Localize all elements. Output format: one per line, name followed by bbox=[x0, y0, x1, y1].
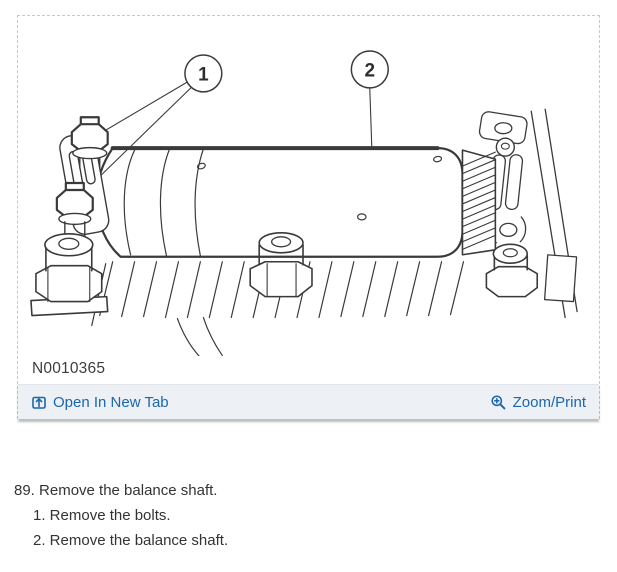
balance-shaft-diagram bbox=[18, 16, 599, 356]
zoom-print-link[interactable] bbox=[490, 394, 586, 411]
substep-2: 2. Remove the balance shaft. bbox=[33, 532, 229, 549]
callout-1 bbox=[185, 55, 222, 92]
open-in-new-tab-label: Open In New Tab bbox=[53, 393, 169, 411]
mounting-stud-middle bbox=[250, 233, 312, 297]
figure-image-area bbox=[18, 16, 599, 384]
figure-id-label: N0010365 bbox=[32, 360, 106, 377]
zoom-magnifier-icon bbox=[490, 394, 507, 411]
zoom-print-label: Zoom/Print bbox=[512, 393, 586, 411]
figure-toolbar bbox=[18, 384, 599, 419]
mounting-stud-right bbox=[486, 244, 537, 296]
callout-1-number: 1 bbox=[198, 64, 209, 86]
substep-1: 1. Remove the bolts. bbox=[33, 507, 171, 524]
procedure-steps bbox=[14, 478, 228, 553]
callout-2-number: 2 bbox=[364, 60, 376, 82]
callout-2 bbox=[351, 51, 388, 88]
step-main: 89. Remove the balance shaft. bbox=[14, 482, 218, 499]
open-in-new-tab-icon bbox=[31, 394, 47, 410]
open-in-new-tab-link[interactable] bbox=[31, 394, 169, 411]
mounting-stud-left bbox=[31, 234, 108, 316]
figure-panel bbox=[17, 15, 600, 419]
